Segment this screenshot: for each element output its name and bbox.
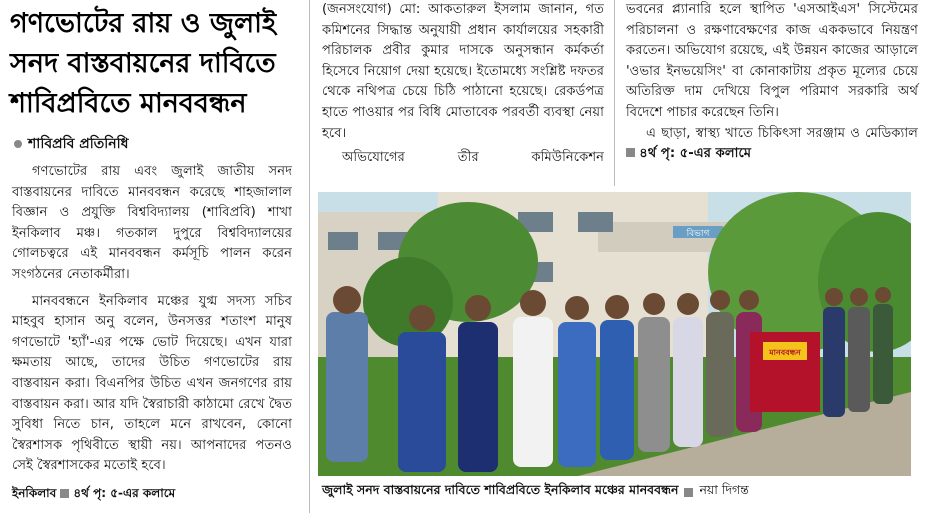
article-body bbox=[622, 0, 922, 165]
headline-line-1: গণভোটের রায় ও জুলাই bbox=[10, 8, 277, 39]
paragraph: ভবনের প্ল্যানারি হলে স্থাপিত 'এসআইএস' সিস্টেমের পরিচালনা ও রক্ষণাবেক্ষণের কাজ এককভাবে নিয়ন্ত্রণ করতেন। অভিযোগ রয়েছে, এই উন্নয়ন কাজের আড়ালে 'ওভার ইনভয়েসিং' বা কোনাকাটায় প্রকৃত মূল্যের চেয়ে অতিরিক্ত দাম দেখিয়ে বিপুল পরিমাণ সরকারি অর্থ বিদেশে পাচার করেছেন তিনি। bbox=[626, 2, 918, 120]
news-photo bbox=[318, 192, 911, 476]
byline-text: শাবিপ্রবি প্রতিনিধি bbox=[28, 136, 129, 152]
square-icon bbox=[684, 488, 693, 497]
headline-line-2: সনদ বাস্তবায়নের দাবিতে bbox=[10, 48, 276, 79]
right-article bbox=[622, 0, 922, 185]
article-body bbox=[0, 162, 300, 504]
continuation-label: ইনকিলাব bbox=[12, 485, 57, 500]
photo-credit: নয়া দিগন্ত bbox=[699, 482, 749, 497]
continuation-note bbox=[12, 483, 292, 504]
photo-caption bbox=[322, 482, 912, 502]
paragraph: অভিযোগের তীর কমিউনিকেশন bbox=[342, 150, 604, 166]
banner-text: মানববন্ধন bbox=[769, 348, 801, 357]
protest-photo bbox=[318, 192, 911, 476]
square-icon bbox=[626, 148, 635, 157]
column-divider bbox=[614, 0, 615, 186]
paragraph: মানববন্ধনে ইনকিলাব মঞ্চের যুগ্ম সদস্য সচিব মাহবুব হাসান অনু বলেন, উনসত্তর শতাংশ মানুষ গণভোটে 'হ্যাঁ'-এর পক্ষে ভোট দিয়েছে। এখন যারা ক্ষমতায় আছে, তাদের উচিত গণভোটের রায় বাস্তবায়ন করা। বিএনপির উচিত এখন জনগণের রায় বাস্তবায়ন করা। আর যদি স্বৈরাচারী কাঠামো রেখে দ্বৈত সুবিধা নিতে চান, তাহলে মনে রাখবেন, কোনো স্বৈরশাসক পৃথিবীতে স্থায়ী নয়। আপনাদের পতনও সেই স্বৈরশাসকের মতোই হবে। bbox=[12, 293, 292, 474]
left-article bbox=[0, 0, 300, 513]
paragraph bbox=[626, 124, 918, 165]
article-headline bbox=[0, 0, 300, 124]
column-divider bbox=[309, 0, 310, 513]
continuation-text: ৪র্থ পৃ: ৫-এর কলামে bbox=[73, 485, 176, 500]
byline bbox=[0, 124, 300, 162]
paragraph-text: এ ছাড়া, স্বাস্থ্য খাতে চিকিৎসা সরঞ্জাম ও মেডিক্যাল bbox=[646, 125, 918, 141]
paragraph: (জনসংযোগ) মো: আকতারুল ইসলাম জানান, গত কমিশনের সিদ্ধান্ত অনুযায়ী প্রধান কার্যালয়ের সহকারী পরিচালক প্রবীর কুমার দাসকে অনুসন্ধান কর্মকর্তা হিসেবে নিয়োগ দেয়া হয়েছে। ইতোমধ্যে সংশ্লিষ্ট দফতর থেকে নথিপত্র চেয়ে চিঠি পাঠানো হয়েছে। রেকর্ডপত্র হাতে পাওয়ার পর বিধি মোতাবেক পরবর্তী ব্যবস্থা নেয়া হবে। bbox=[322, 2, 604, 141]
middle-article bbox=[318, 0, 608, 185]
paragraph: গণভোটের রায় এবং জুলাই জাতীয় সনদ বাস্তবায়নের দাবিতে মানববন্ধন করেছে শাহজালাল বিজ্ঞান ও প্রযুক্তি বিশ্ববিদ্যালয় (শাবিপ্রবি) শাখা ইনকিলাব মঞ্চ। গতকাল দুপুরে বিশ্ববিদ্যালয়ের গোলচত্বরে এই মানববন্ধন কর্মসূচি পালন করেন সংগঠনের নেতাকর্মীরা। bbox=[12, 164, 292, 282]
continuation-text: ৪র্থ পৃ: ৫-এর কলামে bbox=[639, 146, 752, 162]
headline-line-3: শাবিপ্রবিতে মানববন্ধন bbox=[10, 88, 247, 119]
caption-text: জুলাই সনদ বাস্তবায়নের দাবিতে শাবিপ্রবিতে ইনকিলাব মঞ্চের মানববন্ধন bbox=[322, 482, 679, 497]
bullet-icon bbox=[14, 140, 22, 148]
article-body bbox=[318, 0, 608, 169]
building-sign-text: বিভাগ bbox=[686, 229, 710, 239]
square-icon bbox=[60, 489, 69, 498]
